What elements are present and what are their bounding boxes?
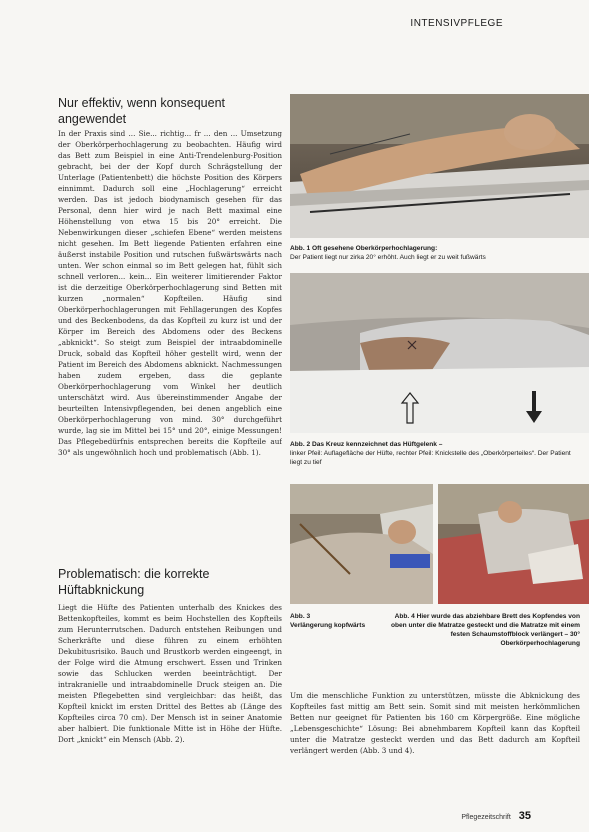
photo-abb-4 bbox=[438, 484, 589, 604]
caption-abb-2-title: Abb. 2 Das Kreuz kennzeichnet das Hüftgelenk – bbox=[290, 441, 443, 448]
caption-abb-1 bbox=[290, 244, 589, 262]
paragraph-1: In der Praxis sind ... Sie... richtig... fr ... den ... Umsetzung der Oberkörperhochlagerung zu beobachten. Häufig wird das Bett zum Beispiel in eine Anti-Trendelenburg-Position gebracht, bei der der Kopf durch Schrägstellung der Unterlage (Patientenbett) die höchste Position des Körpers einnimmt. Dadurch soll eine „Hochlagerung“ erreicht werden. Das ist jedoch biodynamisch gesehen für das Personal, denn hier wird je nach Bett maximal eine Höhenstellung von etwa 15 bis 20° erreicht. Die Nebenwirkungen dieser „schiefen Ebene“ werden meistens nicht gesehen. Im Bett liegende Patienten erfahren eine äußerst instabile Position und rutschen fußwärtswärts nach unten. Wer schon einmal so im Bett gelegen hat, fühlt sich schnell verloren... kein... Ein weiterer limitierender Faktor ist die derzeitige Oberkörperhochlagerung sind Betten mit kurzen „normalen“ Kopfteilen. Häufig sind Oberkörperhochlagerungen mit Fehllagerungen des Kopfes und des Beckenbodens, da das Kopfteil zu kurz ist und der Körper im Bereich des Abdomens oder des Beckens „abknickt“. So steigt zum Beispiel der intraabdominelle Druck, sobald das Kopfteil höher gestellt wird, wenn der Patient im Bereich des Abdomens abknickt. Nachmessungen haben zudem ergeben, dass die geplante Oberkörperhochlagerung vom Winkel her deutlich unterschätzt wird. Aus übereinstimmender Angabe der beurteilten Intensivpflegenden, bei denen angeblich eine Oberkörperhochlagerung von mind. 30° durchgeführt wurde, lag sie im Mittel bei 15° und 20°, einige Messungen! Das Pflegebedürfnis entsprechen bereits die Kopfteile auf 30° als ungewöhnlich hoch und problematisch (Abb. 1). bbox=[58, 129, 282, 457]
caption-abb-2 bbox=[290, 440, 580, 467]
caption-abb-3 bbox=[290, 612, 370, 630]
body-column-2 bbox=[58, 602, 282, 802]
photo-abb-2-image bbox=[290, 273, 589, 433]
photo-abb-2 bbox=[290, 273, 589, 433]
caption-abb-1-text: Der Patient liegt nur zirka 20° erhöht. Auch liegt er zu weit fußwärts bbox=[290, 254, 486, 261]
caption-abb-2-text: linker Pfeil: Auflagefläche der Hüfte, rechter Pfeil: Knickstelle des „Oberkörperteiles“. Der Patient liegt zu tief bbox=[290, 450, 571, 466]
heading-section-1: Nur effektiv, wenn konsequent angewendet bbox=[58, 96, 225, 126]
photo-abb-4-image bbox=[438, 484, 589, 604]
page-footer bbox=[461, 810, 531, 822]
caption-abb-1-title: Abb. 1 Oft gesehene Oberkörperhochlagerung: bbox=[290, 245, 438, 252]
page-number: 35 bbox=[518, 810, 531, 822]
paragraph-2: Liegt die Hüfte des Patienten unterhalb des Knickes des Bettenkopfteiles, kommt es beim Hochstellen des Kopfteils zum Herunterrutschen. Dadurch entstehen Reibungen und Scherkräfte und diese führen zu einem erhöhten Dekubitusrisiko. Bauch und Brustkorb werden eingeengt, in der Folge wird die Atmung erschwert. Essen und Trinken sowie das Schlucken werden beeinträchtigt. Der intrakranielle und intraabdominelle Druck steigen an. Die meisten Pflegebetten sind vergleichbar: das heißt, das Kopfteil knickt im ersten Drittel des Bettes ab (Länge des Kopfteiles circa 70 cm). Der Mensch ist in seiner Anatomie aber halbiert. Die funktionale Mitte ist in Höhe der Hüfte. Dort „knickt“ ein Mensch (Abb. 2). bbox=[58, 603, 282, 744]
caption-abb-3-text: Verlängerung kopfwärts bbox=[290, 622, 366, 629]
body-column-1 bbox=[58, 128, 282, 553]
caption-abb-4 bbox=[380, 612, 580, 648]
photo-abb-1-image bbox=[290, 94, 589, 238]
body-column-3 bbox=[290, 690, 580, 800]
photo-abb-3-image bbox=[290, 484, 433, 604]
heading-section-2: Problematisch: die korrekte Hüftabknickung bbox=[58, 567, 210, 597]
caption-abb-4-text: Abb. 4 Hier wurde das abziehbare Brett des Kopfendes von oben unter die Matratze gesteckt und die Matratze mit einem festen Schaumstoffblock verlängert – 30° Oberkörperhochlagerung bbox=[390, 613, 580, 647]
paragraph-3: Um die menschliche Funktion zu unterstützen, müsste die Abknickung des Kopfteiles fast mittig am Bett sein. Somit sind mit meisten herkömmlichen Betten nur geeignet für Patienten bis 160 cm Körpergröße. Eine mögliche „Lebensgeschichte“ Lösung: Bei abnehmbarem Kopfteil kann das Kopfteil unter die Matratze gesteckt werden und das Bett dadurch am Kopfteil verlängert werden (Abb. 3 und 4). bbox=[290, 691, 580, 755]
footer-journal: Pflegezeitschrift bbox=[461, 814, 511, 821]
photo-abb-1 bbox=[290, 94, 589, 238]
photo-abb-3 bbox=[290, 484, 433, 604]
caption-abb-3-title: Abb. 3 bbox=[290, 613, 311, 620]
section-header: INTENSIVPFLEGE bbox=[410, 18, 503, 29]
